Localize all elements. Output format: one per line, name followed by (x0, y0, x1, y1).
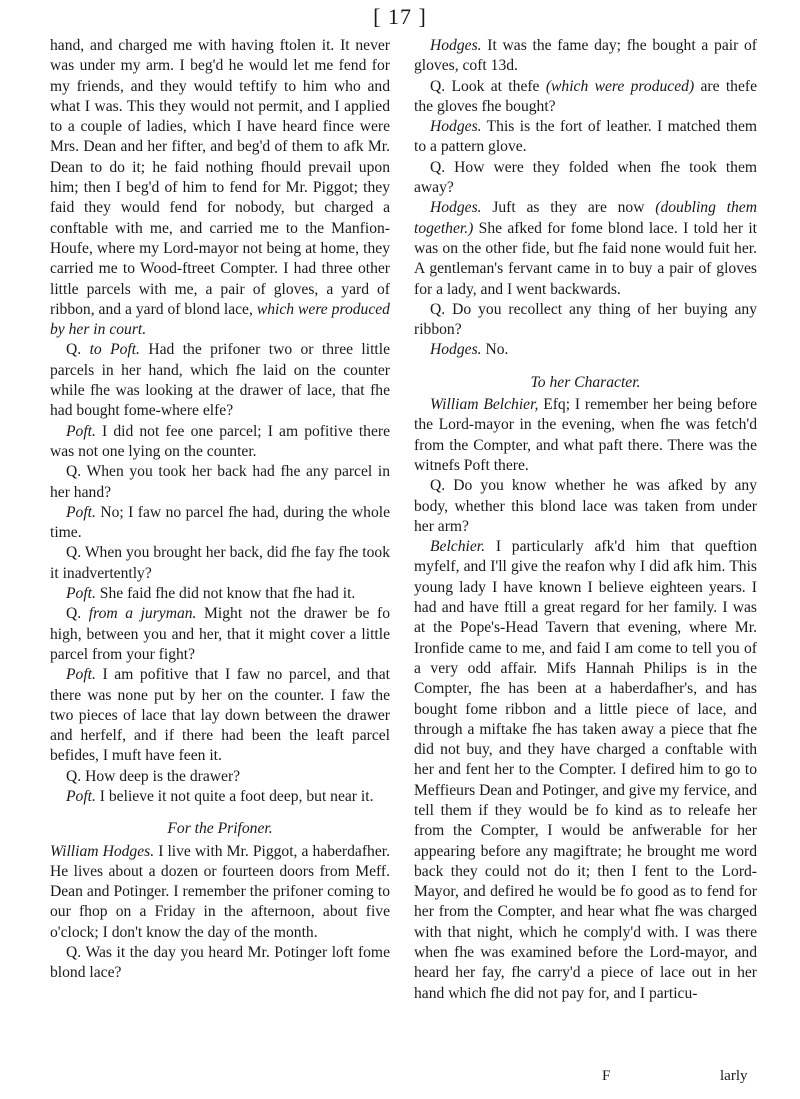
catchword: larly (720, 1068, 748, 1084)
answer (414, 117, 757, 158)
question-label: Q. (430, 77, 446, 95)
testimony (414, 395, 757, 476)
answer-text: Juft as they are now (492, 199, 645, 217)
question-text: Might not the drawer be fo high, between you and her, that it might cover a little parcel from your fight? (50, 605, 390, 663)
question (50, 543, 390, 584)
question-text: How were they folded when fhe took them away? (414, 158, 757, 197)
answer-text: I particularly afk'd him that queftion myfelf, and I'll give the reafon why I did afk him. This young lady I have known I believe eighteen years. I had and have ftill a great regard for her family. I was at the Pope's-Head Tavern that evening, where Mr. Ironfide came to me, and faid I am come to tell you of a very odd affair. Mifs Hannah Philips is in the Compter, fhe has been at a haberdafher's, and has bought fome ribbon and a little piece of lace, and through a miftake fhe has taken away a piece that fhe did not buy, and they have charged a conftable with her and fent her to the Compter. I defired him to go to Meffieurs Dean and Potinger, and give my fervice, and tell them if they would be fo kind as to releafe her from the Compter, I would be anfwerable for her appearing before any magiftrate; he brought me word back they could not do it; then I fent to the Lord-Mayor, and defired he would be fo good as to fend for her from the Compter, and hear what fhe was charged with that night, which he comply'd with. I was there when fhe was examined before the Lord-mayor, and heard her fay, fhe carry'd a piece of lace out in her hand which fhe did not pay for, and I particu- (414, 538, 757, 1002)
section-heading: For the Prifoner. (167, 820, 273, 838)
question-text: Was it the day you heard Mr. Potinger loft fome blond lace? (50, 944, 390, 982)
speaker: Poft. (66, 422, 96, 440)
italic-text: (doubling them together.) (414, 199, 757, 237)
addressee: from a juryman. (88, 605, 197, 623)
question-label: Q. (66, 767, 82, 785)
answer-text: She faid fhe did not know that fhe had it. (99, 585, 356, 603)
answer-text: This is the fort of leather. I matched them to a pattern glove. (414, 118, 758, 156)
answer (50, 787, 390, 807)
question (414, 476, 757, 537)
answer (414, 537, 757, 1004)
testimony (50, 842, 390, 943)
question-text: Had the prifoner two or three little parcels in her hand, which fhe laid on the counter while fhe was looking at the drawer of lace, that fhe had bought fome-where elfe? (50, 341, 391, 420)
speaker: Poft. (66, 585, 96, 603)
speaker: Hodges. (430, 118, 482, 136)
question (50, 462, 390, 503)
testimony-text: I live with Mr. Piggot, a haberdafher. He lives about a dozen or fourteen doors from Meff. Dean and Potinger. I remember the prifoner coming to our fhop on a Friday in the afternoon, about five o'clock; I don't know the day of the month. (50, 842, 390, 941)
question-label: Q. (66, 944, 82, 962)
answer-text: I am pofitive that I faw no parcel, and that there was none put by her on the counter. I faw the two pieces of lace that lay down between the drawer and herfelf, and if there had been the leaft parcel befides, I muft have feen it. (50, 666, 390, 765)
question-label: Q. (66, 463, 82, 481)
answer (50, 665, 390, 766)
question-label: Q. (66, 341, 82, 359)
question (414, 77, 757, 118)
answer (50, 503, 390, 544)
question-label: Q. (430, 300, 446, 318)
witness-name: William Belchier, (430, 396, 539, 414)
question (50, 340, 390, 421)
question-text: When you brought her back, did fhe fay fhe took it inadvertently? (50, 544, 390, 582)
question-text: Do you recollect any thing of her buying any ribbon? (414, 300, 757, 339)
answer-text: I did not fee one parcel; I am pofitive there was not one lying on the counter. (50, 422, 390, 460)
question (50, 943, 390, 984)
answer (50, 584, 390, 604)
speaker: Hodges. (430, 199, 482, 217)
witness-name: William Hodges. (50, 842, 155, 860)
left-column (50, 36, 390, 984)
answer (50, 422, 390, 463)
answer-text: No. (485, 341, 509, 359)
question (414, 158, 757, 199)
question (50, 767, 390, 787)
page-number: [ 17 ] (373, 4, 427, 29)
signature-mark: F (602, 1068, 611, 1084)
page-footer (414, 1068, 757, 1092)
italic-text: which were produced by her in court. (50, 300, 390, 339)
section-heading: To her Character. (530, 373, 641, 391)
question (50, 604, 390, 665)
right-column (414, 36, 757, 1004)
speaker: Poft. (66, 503, 96, 521)
question-label: Q. (66, 544, 82, 562)
answer-text: She afked for fome blond lace. I told her it was on the other fide, but fhe faid none would fuit her. A gentleman's fervant came in to buy a pair of gloves for a lady, and I went backwards. (414, 219, 757, 298)
speaker: Belchier. (430, 538, 485, 556)
answer-text: I believe it not quite a foot deep, but near it. (99, 787, 374, 805)
speaker: Hodges. (430, 341, 482, 359)
speaker: Hodges. (430, 37, 482, 54)
answer (414, 198, 757, 299)
testimony-text: Efq; I remember her being before the Lord-mayor in the evening, when fhe was fetch'd from the Compter, and what paft there. There was the witnefs Poft there. (414, 396, 757, 474)
question-text: Do you know whether he was afked by any body, whether this blond lace was taken from under her arm? (414, 477, 757, 535)
speaker: Poft. (66, 666, 96, 684)
body-text: hand, and charged me with having ftolen it. It never was under my arm. I beg'd he would let me fend for my friends, and they would teftify to him who and what I was. This they would not permit, and I applied to a couple of ladies, which I have heard fince were Mrs. Dean and her fifter, and beg'd of them to afk Mr. Dean to do it; he faid nothing fhould prevail upon him; then I beg'd of him to fend for Mr. Piggot; they faid they would fend for nobody, but charged a conftable with me, and carried me to the Manfion-Houfe, where my Lord-mayor not being at home, they carried me to Wood-ftreet Compter. I had three other little parcels with me, a pair of gloves, a yard of ribbon, and a yard of blond lace, (50, 37, 390, 318)
answer (414, 36, 757, 77)
question (414, 300, 757, 341)
addressee: to Poft. (89, 341, 140, 359)
question-text: Look at thefe (451, 77, 540, 95)
answer-text: No; I faw no parcel fhe had, during the whole time. (50, 503, 391, 542)
question-label: Q. (66, 605, 82, 623)
answer-text: It was the fame day; fhe bought a pair of gloves, coft 13d. (414, 37, 757, 75)
question-text: are thefe the gloves fhe bought? (414, 77, 757, 115)
italic-text: (which were produced) (545, 77, 695, 95)
answer (414, 340, 757, 360)
question-text: How deep is the drawer? (85, 767, 241, 785)
paragraph (50, 36, 390, 340)
question-label: Q. (430, 158, 446, 176)
question-text: When you took her back had fhe any parcel in her hand? (50, 463, 390, 501)
speaker: Poft. (66, 787, 96, 805)
question-label: Q. (430, 477, 446, 495)
